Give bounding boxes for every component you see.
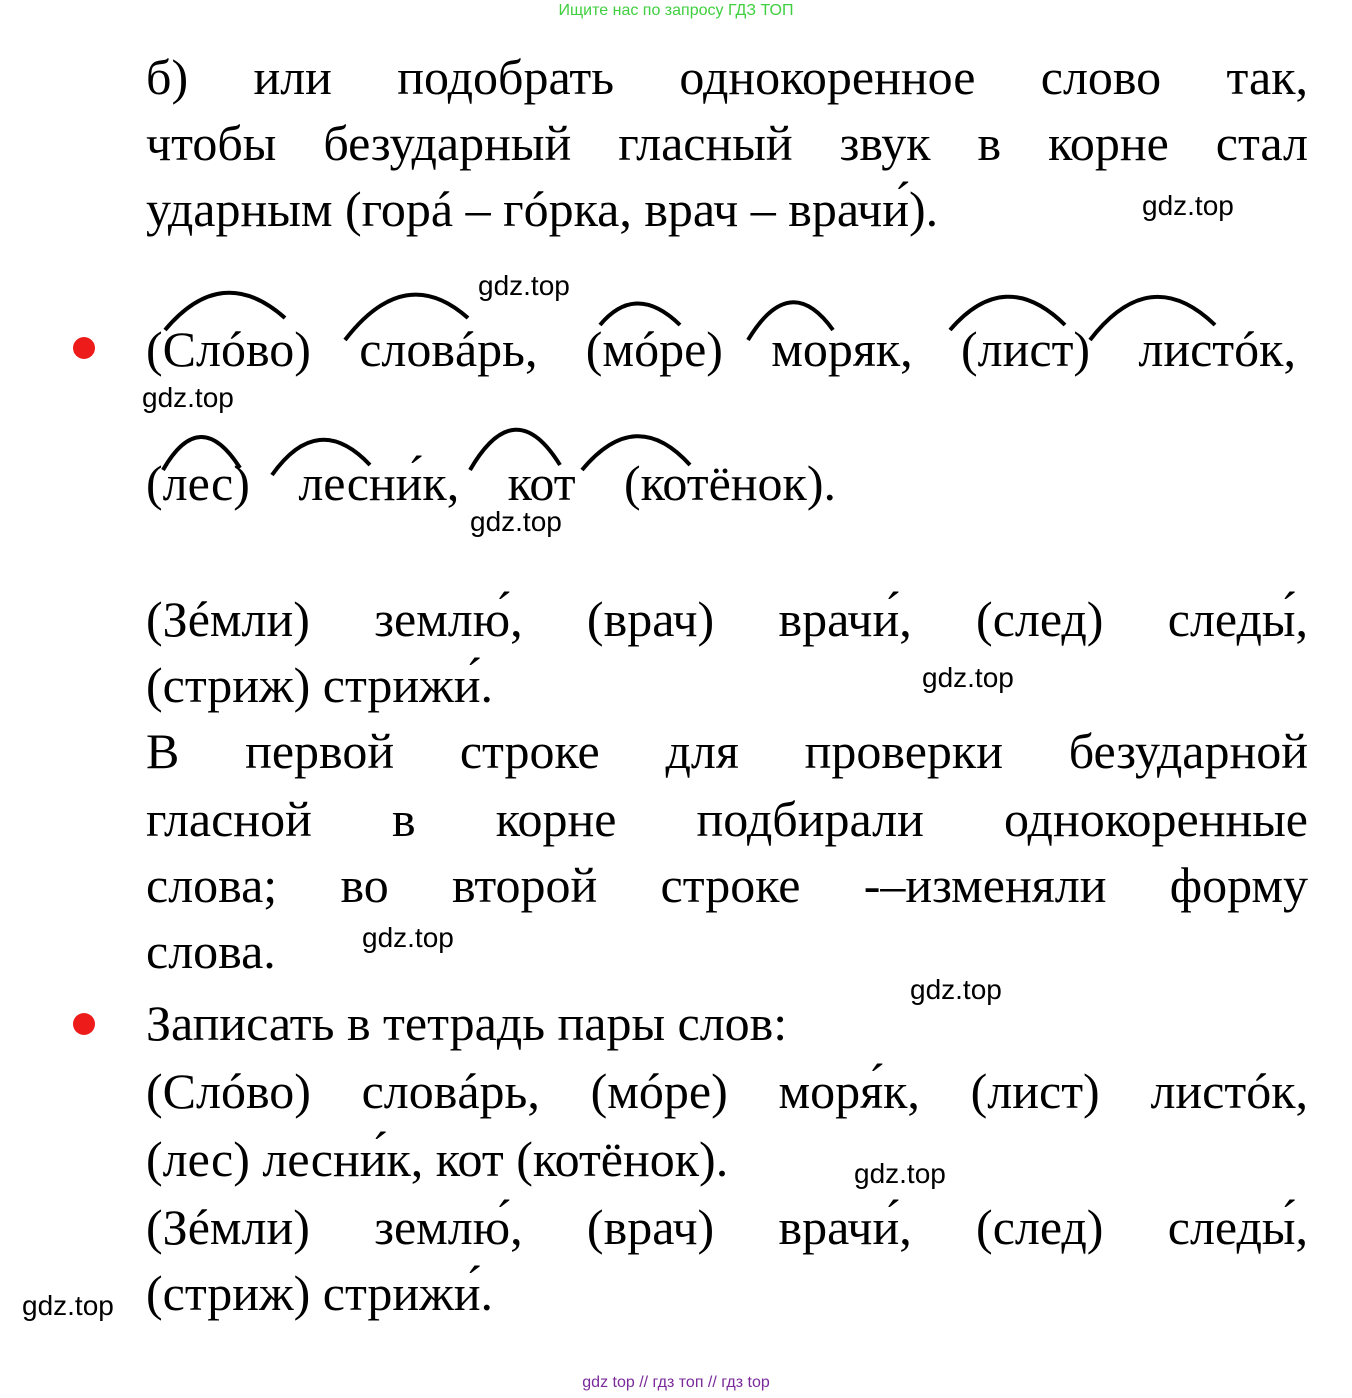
explanation-line-3: слова; во второй строке -–изменяли форму	[146, 857, 1308, 913]
watermark: gdz.top	[854, 1158, 946, 1189]
arc-word: (лес)	[146, 455, 250, 511]
top-banner[interactable]: Ищите нас по запросу ГДЗ ТОП	[558, 2, 794, 19]
explanation-line-4: слова.	[146, 923, 276, 979]
arc-word: моряк,	[771, 321, 913, 377]
second-group-line-1: (Зéмли) землю́, (врач) врачи́, (след) следы́,	[146, 591, 1308, 647]
bullet-1	[73, 337, 95, 359]
task-line-2: (лес) лесни́к, кот (котёнок).	[146, 1131, 729, 1187]
task-line-1: (Слóво) словáрь, (мóре) моря́к, (лист) листóк,	[146, 1063, 1308, 1119]
arc-word: лесни́к,	[298, 455, 460, 511]
watermark: gdz.top	[922, 662, 1014, 693]
arc-word: листóк,	[1138, 321, 1296, 377]
watermark: gdz.top	[910, 974, 1002, 1005]
task-title: Записать в тетрадь пары слов:	[146, 995, 788, 1051]
arc-word: (котёнок).	[624, 455, 836, 511]
arc-word: словáрь,	[359, 321, 538, 377]
paragraph-b-line-3: ударным (горá – гóрка, врач – врачи́).	[146, 181, 939, 237]
paragraph-b-line-1: б) или подобрать однокоренное слово так,	[146, 49, 1308, 105]
watermark: gdz.top	[22, 1290, 114, 1321]
explanation-line-2: гласной в корне подбирали однокоренные	[146, 791, 1308, 847]
explanation-line-1: В первой строке для проверки безударной	[146, 723, 1308, 779]
bottom-banner[interactable]: gdz top // гдз топ // гдз top	[582, 1374, 770, 1391]
watermark: gdz.top	[142, 382, 234, 413]
second-group-line-2: (стриж) стрижи́.	[146, 657, 493, 713]
arc-word: (Слóво)	[146, 321, 311, 377]
arc-word: (лист)	[961, 321, 1091, 377]
watermark: gdz.top	[470, 506, 562, 537]
arc-row-1	[146, 316, 1296, 382]
watermark: gdz.top	[362, 922, 454, 953]
watermark: gdz.top	[1142, 190, 1234, 221]
task-line-3: (Зéмли) землю́, (врач) врачи́, (след) следы́,	[146, 1199, 1308, 1255]
task-line-4: (стриж) стрижи́.	[146, 1265, 493, 1321]
paragraph-b-line-2: чтобы безударный гласный звук в корне стал	[146, 115, 1308, 171]
arc-word: (мóре)	[585, 321, 723, 377]
bullet-2	[73, 1013, 95, 1035]
watermark: gdz.top	[478, 270, 570, 301]
arc-word: кот	[507, 455, 576, 511]
